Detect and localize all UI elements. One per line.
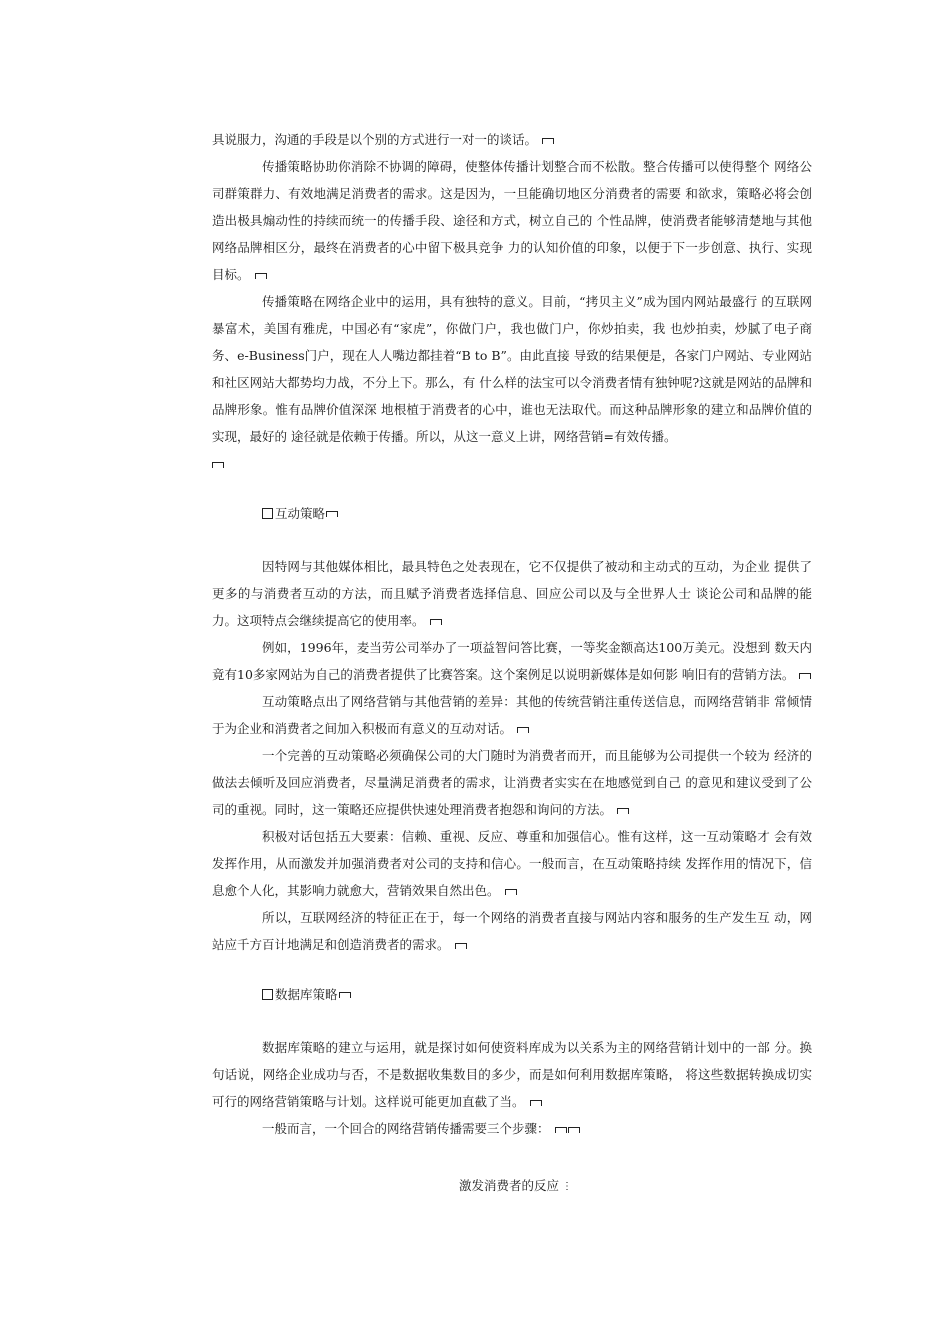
paragraph: 数据库策略的建立与运用，就是探讨如何使资料库成为以关系为主的网络营销计划中的一部 分。换句话说，网络企业成功与否，不是数据收集数目的多少，而是如何利用数据库策略， 将这些数据转换成切实可行的网络营销策略与计划。这样说可能更加直截了当。 (212, 1040, 812, 1109)
paragraph-mark-icon (339, 992, 351, 998)
paragraph-mark-icon (455, 943, 467, 949)
paragraph: 互动策略点出了网络营销与其他营销的差异：其他的传统营销注重传送信息，而网络营销非 常倾情于为企业和消费者之间加入积极而有意义的互动对话。 (212, 694, 812, 736)
paragraph-mark-icon (505, 889, 517, 895)
paragraph-end (212, 450, 812, 477)
section-heading-interaction (262, 500, 812, 527)
paragraph: 传播策略在网络企业中的运用，具有独特的意义。目前，“拷贝主义”成为国内网站最盛行 的互联网暴富术，美国有雅虎，中国必有“家虎”，你做门户，我也做门户，你炒拍卖，我 也炒拍卖，炒腻了电子商务、e-Business门户，现在人人嘴边都挂着“B to B”。由此直接 导致的结果便是，各家门户网站、专业网站和社区网站大都势均力战，不分上下。那么，有 什么样的法宝可以令消费者情有独钟呢?这就是网站的品牌和品牌形象。惟有品牌价值深深 地根植于消费者的心中，谁也无法取代。而这种品牌形象的建立和品牌价值的实现，最好的 途径就是依赖于传播。所以，从这一意义上讲，网络营销=有效传播。 (212, 294, 812, 444)
paragraph-mark-icon (555, 1127, 567, 1133)
paragraph-mark-icon (255, 273, 267, 279)
paragraph: 积极对话包括五大要素：信赖、重视、反应、尊重和加强信心。惟有这样，这一互动策略才 会有效发挥作用，从而激发并加强消费者对公司的支持和信心。一般而言，在互动策略持续 发挥作用的情况下，信息愈个人化，其影响力就愈大，营销效果自然出色。 (212, 829, 812, 898)
section-heading-text: 互动策略 (275, 506, 326, 521)
paragraph-mark-icon (568, 1127, 580, 1133)
paragraph: 具说服力，沟通的手段是以个别的方式进行一对一的谈话。 (212, 126, 812, 153)
vertical-ellipsis-icon: ⋮ (562, 1180, 572, 1192)
paragraph: 例如，1996年，麦当劳公司举办了一项益智问答比赛，一等奖金额高达100万美元。没想到 数天内竟有10多家网站为自己的消费者提供了比赛答案。这个案例足以说明新媒体是如何影 响旧有的营销方法。 (212, 640, 812, 682)
paragraph: 因特网与其他媒体相比，最具特色之处表现在，它不仅提供了被动和主动式的互动，为企业 提供了更多的与消费者互动的方法，而且赋予消费者选择信息、回应公司以及与全世界人士 谈论公司和品牌的能力。这项特点会继续提高它的使用率。 (212, 559, 812, 628)
checkbox-icon (262, 989, 273, 1000)
centered-line: 激发消费者的反应 ⋮ (458, 1178, 572, 1193)
paragraph-mark-icon (326, 511, 338, 517)
paragraph-mark-icon (617, 808, 629, 814)
paragraph-mark-icon (799, 673, 811, 679)
section-heading-text: 数据库策略 (275, 987, 338, 1002)
document-body (212, 126, 812, 1199)
paragraph-mark-icon (542, 138, 554, 144)
paragraph: 一般而言，一个回合的网络营销传播需要三个步骤： (212, 1115, 812, 1142)
paragraph: 一个完善的互动策略必须确保公司的大门随时为消费者而开，而且能够为公司提供一个较为 经济的做法去倾听及回应消费者，尽量满足消费者的需求，让消费者实实在在地感觉到自己 的意见和建议受到了公司的重视。同时，这一策略还应提供快速处理消费者抱怨和询问的方法。 (212, 748, 812, 817)
paragraph-mark-icon (517, 727, 529, 733)
checkbox-icon (262, 508, 273, 519)
paragraph: 传播策略协助你消除不协调的障碍，使整体传播计划整合而不松散。整合传播可以使得整个 网络公司群策群力、有效地满足消费者的需求。这是因为，一旦能确切地区分消费者的需要 和欲求，策略必将会创造出极具煽动性的持续而统一的传播手段、途径和方式，树立自己的 个性品牌，使消费者能够清楚地与其他网络品牌相区分，最终在消费者的心中留下极具竞争 力的认知价值的印象，以便于下一步创意、执行、实现目标。 (212, 159, 812, 282)
paragraph-mark-icon (212, 462, 224, 468)
paragraph-mark-icon (530, 1100, 542, 1106)
section-heading-database (262, 981, 812, 1008)
paragraph: 所以，互联网经济的特征正在于，每一个网络的消费者直接与网站内容和服务的生产发生互 动，网站应千方百计地满足和创造消费者的需求。 (212, 910, 812, 952)
paragraph-mark-icon (430, 619, 442, 625)
